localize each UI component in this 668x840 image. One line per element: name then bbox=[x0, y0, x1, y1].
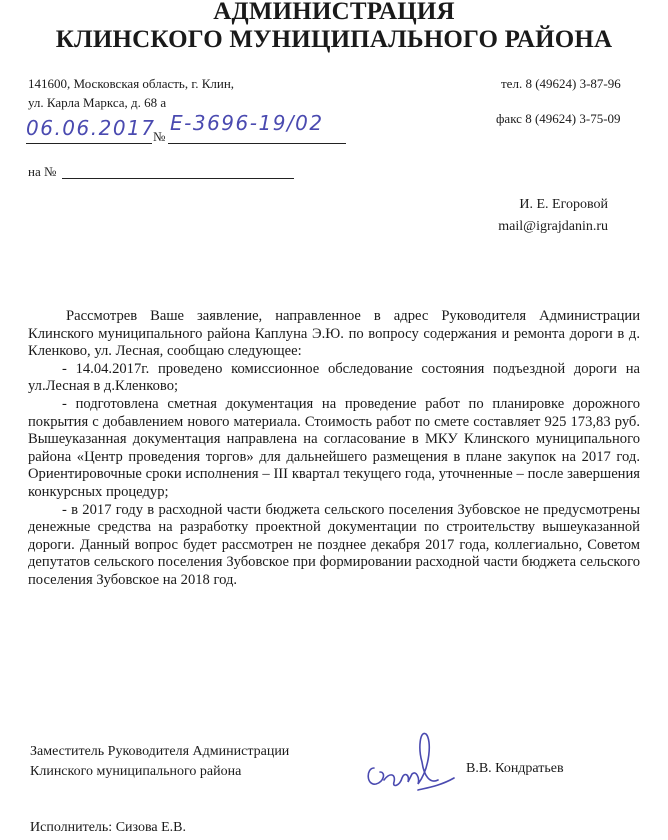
signer-name: В.В. Кондратьев bbox=[466, 761, 564, 776]
date-underline bbox=[26, 143, 152, 144]
sender-fax: факс 8 (49624) 3-75-09 bbox=[496, 111, 621, 126]
reference-label: на № bbox=[28, 164, 57, 179]
outgoing-number: Е-3696-19/02 bbox=[170, 111, 324, 135]
recipient-block bbox=[498, 194, 608, 238]
handwritten-signature bbox=[360, 728, 460, 798]
sender-address-line1: 141600, Московская область, г. Клин, bbox=[28, 76, 235, 91]
executor-line: Исполнитель: Сизова Е.В. bbox=[30, 820, 187, 835]
body-item: - подготовлена сметная документация на проведение работ по планировке дорожного покрытия с добавлением нового материала. Стоимость работ по смете составляет 925 173,83 руб. Вышеуказанная документация направлена на согласование в МКУ Клинского муниципального района «Центр проведения торгов» для дальнейшего размещения в плане закупок на 2017 год. Ориентировочные сроки исполнения – III квартал текущего года, уточненные – после завершения конкурсных процедур; bbox=[28, 395, 640, 500]
signer-title-line2: Клинского муниципального района bbox=[30, 764, 242, 779]
reference-underline bbox=[62, 178, 294, 179]
sender-phone: тел. 8 (49624) 3-87-96 bbox=[501, 76, 621, 91]
number-underline bbox=[168, 143, 346, 144]
outgoing-date: 06.06.2017 bbox=[26, 116, 156, 140]
body-paragraph: Рассмотрев Ваше заявление, направленное в адрес Руководителя Администрации Клинского муниципального района Каплуна Э.Ю. по вопросу содержания и ремонта дороги в д. Кленково, ул. Лесная, сообщаю следующее: bbox=[28, 308, 640, 360]
sender-address-line2: ул. Карла Маркса, д. 68 а bbox=[28, 95, 167, 110]
recipient-email: mail@igrajdanin.ru bbox=[498, 219, 608, 234]
letterhead-title: АДМИНИСТРАЦИЯ bbox=[213, 0, 455, 25]
body-item: - в 2017 году в расходной части бюджета сельского поселения Зубовское не предусмотрены денежные средства на разработку проектной документации по строительству вышеуказанной дороги. Данный вопрос будет рассмотрен не позднее декабря 2017 года, коллегиально, Советом депутатов сельского поселения Зубовское при формировании расходной части бюджета сельского поселения Зубовское на 2018 год. bbox=[28, 501, 640, 588]
body-item: - 14.04.2017г. проведено комиссионное обследование состояния подъездной дороги на ул.Лесная в д.Кленково; bbox=[28, 360, 640, 395]
recipient-name: И. Е. Егоровой bbox=[519, 197, 608, 212]
signer-title-line1: Заместитель Руководителя Администрации bbox=[30, 744, 290, 759]
letterhead-subtitle: КЛИНСКОГО МУНИЦИПАЛЬНОГО РАЙОНА bbox=[55, 26, 613, 53]
number-sign: № bbox=[153, 129, 166, 144]
letter-body bbox=[28, 308, 640, 590]
signer-title bbox=[30, 742, 289, 782]
